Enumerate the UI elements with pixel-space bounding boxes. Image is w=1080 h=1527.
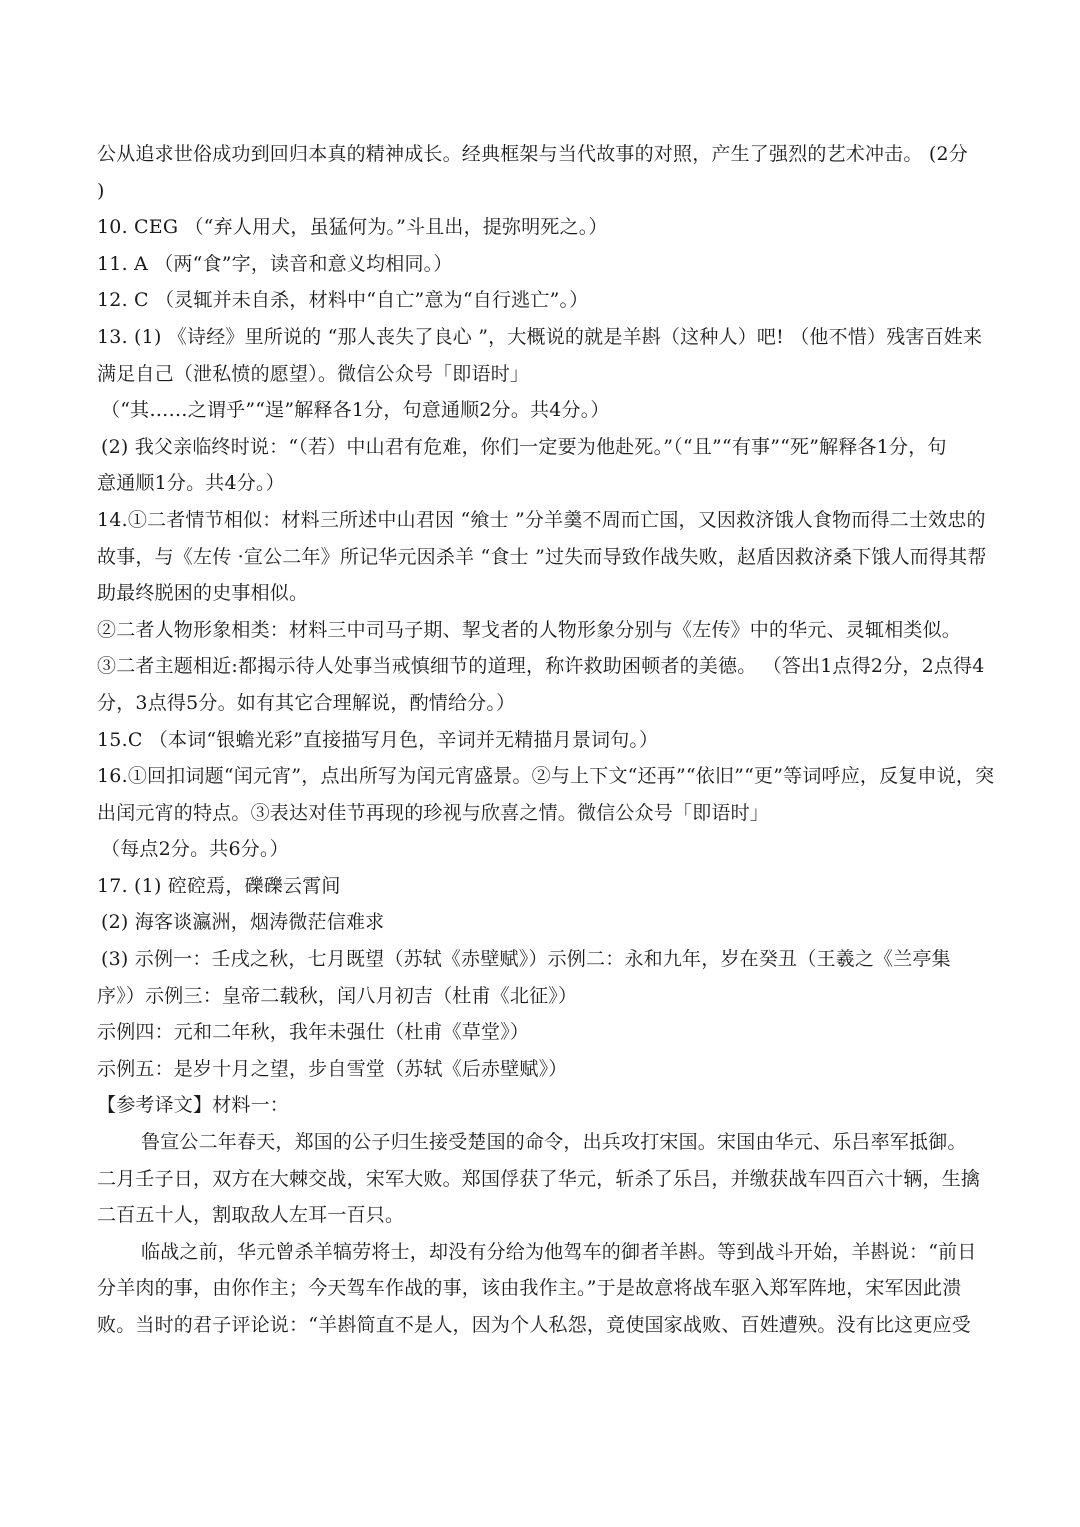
text-line: 助最终脱困的史事相似。 xyxy=(97,582,309,605)
answer-17-part3: (3) 示例一：壬戌之秋，七月既望（苏轼《赤壁赋》）示例二：永和九年，岁在癸丑（王羲之《兰亭集 xyxy=(101,948,951,971)
translation-paragraph: 鲁宣公二年春天，郑国的公子归生接受楚国的命令，出兵攻打宋国。宋国由华元、乐吕率军抵御。 xyxy=(141,1131,967,1154)
text-line: 分羊肉的事，由你作主；今天驾车作战的事，该由我作主。”于是故意将战车驱入郑军阵地，宋军因此溃 xyxy=(97,1277,962,1300)
text-line: 二百五十人，割取敌人左耳一百只。 xyxy=(97,1204,405,1227)
text-line: ②二者人物形象相类：材料三中司马子期、挈戈者的人物形象分别与《左传》中的华元、灵辄相类似。 xyxy=(97,618,962,641)
text-line: 败。当时的君子评论说：“羊斟简直不是人，因为个人私怨，竟使国家战败、百姓遭殃。没有比这更应受 xyxy=(97,1314,971,1336)
answer-17-part2: (2) 海客谈瀛洲，烟涛微茫信难求 xyxy=(101,911,385,934)
text-line: 出闰元宵的特点。③表达对佳节再现的珍视与欣喜之情。微信公众号「即语时」 xyxy=(97,801,770,824)
text-line: 分，3点得5分。如有其它合理解说，酌情给分。） xyxy=(97,691,516,714)
example-4: 示例四：元和二年秋，我年未强仕（杜甫《草堂》） xyxy=(97,1021,530,1044)
answer-17: 17. (1) 硿硿焉，礫礫云霄间 xyxy=(97,874,341,897)
answer-14: 14.①二者情节相似：材料三所述中山君因 “飨士 ”分羊羹不周而亡国，又因救济饿人食物而得二士效忠的 xyxy=(97,508,986,531)
answer-15: 15.C （本词“银蟾光彩”直接描写月色，辛词并无精描月景词句。） xyxy=(97,728,659,751)
answer-12: 12. C （灵辄并未自杀，材料中“自亡”意为“自行逃亡”。） xyxy=(97,289,589,312)
answer-13-part1: 13. (1) 《诗经》里所说的 “那人丧失了良心 ”，大概说的就是羊斟（这种人）吧! （他不惜）残害百姓来 xyxy=(97,325,983,348)
text-line: 故事，与《左传 ·宣公二年》所记华元因杀羊 “食士 ”过失而导致作战失败，赵盾因救济桑下饿人而得其帮 xyxy=(97,545,987,568)
translation-paragraph: 临战之前，华元曾杀羊犒劳将士，却没有分给为他驾车的御者羊斟。等到战斗开始，羊斟说：“前日 xyxy=(141,1240,977,1263)
text-line: 意通顺1分。共4分。） xyxy=(97,472,285,495)
scoring-note: （“其……之谓乎”“逞”解释各1分，句意通顺2分。共4分。） xyxy=(101,399,610,422)
example-5: 示例五：是岁十月之望，步自雪堂（苏轼《后赤壁赋》） xyxy=(97,1057,568,1080)
answer-13-part2: (2) 我父亲临终时说：“（若）中山君有危难，你们一定要为他赴死。”（“且”“有事”“死”解释各1分，句 xyxy=(101,435,947,458)
scoring-note: （每点2分。共6分。） xyxy=(101,838,289,861)
text-line: ) xyxy=(97,179,105,202)
text-line: 满足自己（泄私愤的愿望）。微信公众号「即语时」 xyxy=(97,362,530,385)
answer-16: 16.①回扣词题“闰元宵”，点出所写为闰元宵盛景。②与上下文“还再”“依旧”“更”等词呼应，反复申说，突 xyxy=(97,765,995,788)
text-line: ③二者主题相近:都揭示待人处事当戒慎细节的道理，称许救助困顿者的美德。 （答出1点得2分，2点得4 xyxy=(97,655,985,678)
answer-11: 11. A （两“食”字，读音和意义均相同。） xyxy=(97,252,453,275)
answer-10: 10. CEG （“弃人用犬，虽猛何为。”斗且出，提弥明死之。） xyxy=(97,216,608,239)
text-line: 公从追求世俗成功到回归本真的精神成长。经典框架与当代故事的对照，产生了强烈的艺术冲击。 (2分 xyxy=(97,143,968,165)
document-page xyxy=(97,136,995,1344)
text-line: 二月壬子日，双方在大棘交战，宋军大败。郑国俘获了华元，斩杀了乐吕，并缴获战车四百六十辆，生擒 xyxy=(97,1167,981,1190)
translation-heading: 【参考译文】材料一： xyxy=(97,1094,290,1117)
text-line: 序》）示例三：皇帝二载秋，闰八月初吉（杜甫《北征》） xyxy=(97,984,578,1007)
